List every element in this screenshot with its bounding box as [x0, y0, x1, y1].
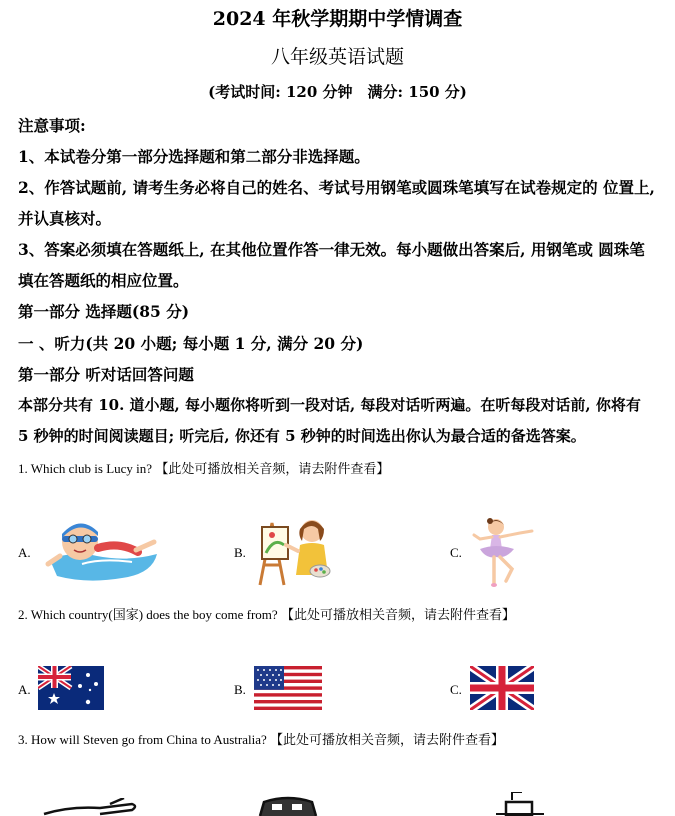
part1-heading: 第一部分 选择题(85 分) — [18, 302, 190, 321]
usa-flag-icon — [254, 666, 322, 710]
australia-flag-icon — [38, 666, 104, 710]
q2-option-b-label: B. — [234, 682, 246, 697]
listening-sub-heading: 第一部分 听对话回答问题 — [18, 365, 194, 384]
painting-girl-icon — [250, 515, 335, 587]
note-item-1: 1、本试卷分第一部分选择题和第二部分非选择题。 — [18, 147, 370, 166]
exam-subtitle: 八年级英语试题 — [270, 46, 404, 68]
note-item-2-line-2: 并认真核对。 — [18, 209, 112, 228]
note-item-2-line-1: 2、作答试题前, 请考生务必将自己的姓名、考试号用钢笔或圆珠笔填写在试卷规定的 位置上, — [18, 178, 655, 197]
ballet-dancer-icon — [470, 515, 540, 590]
question-2: 2. Which country(国家) does the boy come from? 【此处可播放相关音频，请去附件查看】 — [18, 607, 515, 622]
note-item-3-line-2: 填在答题纸的相应位置。 — [18, 271, 189, 290]
q2-option-a-label: A. — [18, 682, 31, 697]
exam-title: 2024 年秋学期期中学情调查 — [212, 8, 463, 30]
question-3: 3. How will Steven go from China to Australia? 【此处可播放相关音频，请去附件查看】 — [18, 732, 505, 747]
uk-flag-icon — [470, 666, 534, 710]
q1-option-b-label: B. — [234, 545, 246, 560]
notes-heading: 注意事项: — [18, 116, 86, 135]
swimmer-icon — [42, 512, 162, 587]
q1-option-a-label: A. — [18, 545, 31, 560]
note-item-3-line-1: 3、答案必须填在答题纸上, 在其他位置作答一律无效。每小题做出答案后, 用钢笔或 圆珠笔 — [18, 240, 645, 259]
airplane-icon — [40, 798, 140, 816]
listening-intro-line-1: 本部分共有 10. 道小题, 每小题你将听到一段对话, 每段对话听两遍。在听每段对话前, 你将有 — [18, 396, 641, 414]
listening-intro-line-2: 5 秒钟的时间阅读题目; 听完后, 你还有 5 秒钟的时间选出你认为最合适的备选答案。 — [18, 427, 586, 445]
train-icon — [252, 796, 324, 816]
q2-option-c-label: C. — [450, 682, 462, 697]
exam-info: (考试时间: 120 分钟 满分: 150 分) — [208, 83, 467, 101]
q1-option-c-label: C. — [450, 545, 462, 560]
ship-icon — [492, 792, 548, 816]
listening-heading: 一 、听力(共 20 小题; 每小题 1 分, 满分 20 分) — [18, 334, 364, 353]
question-1: 1. Which club is Lucy in? 【此处可播放相关音频，请去附件查看】 — [18, 461, 390, 476]
